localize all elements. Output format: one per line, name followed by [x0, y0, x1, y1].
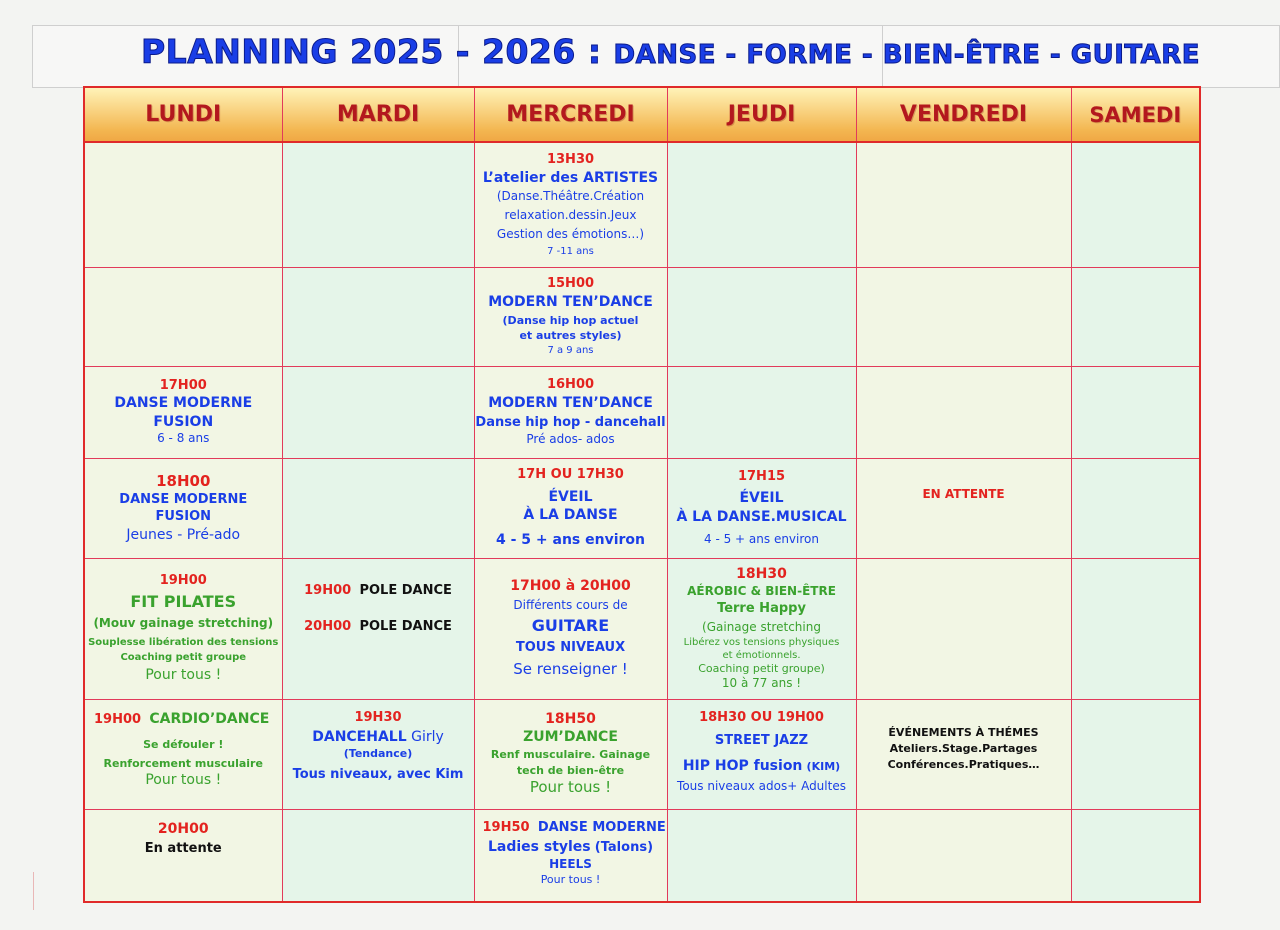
class-time: 18H30 OU 19H00	[699, 709, 824, 725]
class-age: Pré ados- ados	[526, 431, 615, 446]
class-desc-extra: (Talons)	[594, 840, 654, 856]
class-time: 17H00	[159, 377, 207, 393]
table-row	[84, 558, 1200, 699]
class-title: DANSE MODERNE	[537, 819, 666, 835]
class-desc: (Danse.Théâtre.Création	[496, 189, 645, 203]
cell-empty	[856, 558, 1071, 699]
class-time: 13H30	[546, 151, 595, 167]
cell-empty	[1071, 267, 1200, 366]
class-title: HIP HOP fusion	[682, 758, 803, 775]
class-footer: Pour tous !	[529, 778, 612, 797]
class-footer: Tous niveaux, avec Kim	[292, 766, 464, 782]
class-title: FUSION	[153, 413, 214, 430]
class-desc: (Gainage stretching	[702, 620, 821, 635]
class-cell-modern-tendance-2	[474, 366, 667, 458]
class-title: L’atelier des ARTISTES	[482, 169, 659, 186]
class-title: ÉVEIL	[548, 489, 593, 506]
class-age: 4 - 5 + ans environ	[704, 531, 819, 546]
cell-empty	[667, 267, 856, 366]
class-time: 19H00	[94, 711, 142, 727]
cell-empty	[282, 267, 474, 366]
class-footer: Pour tous !	[145, 667, 222, 684]
class-cell-fit-pilates	[84, 558, 282, 699]
class-title: À LA DANSE.MUSICAL	[676, 508, 847, 525]
cell-empty	[856, 142, 1071, 267]
class-age: 7 -11 ans	[547, 245, 594, 257]
class-title: GUITARE	[531, 615, 610, 635]
class-title: FUSION	[155, 508, 212, 524]
class-age: 4 - 5 + ans environ	[495, 531, 646, 548]
class-subtitle: Terre Happy	[717, 601, 806, 617]
day-header-lundi: LUNDI	[84, 87, 282, 142]
cell-empty	[1071, 142, 1200, 267]
class-subtitle: (Tendance)	[343, 746, 413, 760]
class-cell-eveil-musical	[667, 458, 856, 558]
class-time: 16H00	[546, 376, 595, 392]
class-cell-en-attente	[84, 809, 282, 902]
class-title: AÉROBIC & BIEN-ÊTRE	[687, 583, 836, 598]
class-title: CARDIO’DANCE	[149, 710, 270, 727]
class-title: MODERN TEN’DANCE	[488, 294, 653, 310]
cell-empty	[84, 142, 282, 267]
class-footer: Pour tous !	[540, 872, 601, 886]
title-sub: DANSE - FORME - BIEN-ÊTRE - GUITARE	[613, 40, 1200, 70]
table-row	[84, 142, 1200, 267]
status-cell-en-attente	[856, 458, 1071, 558]
table-row	[84, 458, 1200, 558]
status-text: EN ATTENTE	[922, 486, 1005, 501]
class-time: 17H00 à 20H00	[510, 578, 631, 595]
class-cell-zum-dance	[474, 699, 667, 809]
class-desc: HEELS	[549, 857, 592, 872]
class-desc: Ladies styles	[487, 839, 591, 856]
class-time: 19H30	[354, 709, 402, 725]
class-line	[475, 820, 667, 837]
class-title: ZUM’DANCE	[523, 728, 618, 745]
class-cell-cardio-dance	[84, 699, 282, 809]
class-cell-modern-tendance-1	[474, 267, 667, 366]
margin-line	[33, 872, 34, 910]
class-desc: Libérez vos tensions physiques	[683, 636, 840, 648]
cell-empty	[856, 267, 1071, 366]
cell-empty	[1071, 558, 1200, 699]
cell-empty	[667, 809, 856, 902]
day-header-samedi: SAMEDI	[1071, 87, 1200, 142]
page-title	[141, 32, 1201, 78]
schedule-table	[83, 86, 1201, 903]
events-desc: Ateliers.Stage.Partages	[889, 741, 1038, 755]
events-desc: Conférences.Pratiques…	[887, 758, 1040, 772]
class-cell-ladies-styles	[474, 809, 667, 902]
class-desc: Danse hip hop - dancehall	[475, 414, 666, 430]
class-cell-danse-moderne-fusion-1	[84, 366, 282, 458]
class-time: 20H00	[157, 820, 209, 837]
class-title-extra: Girly	[411, 729, 444, 746]
class-cell-pole-dance	[282, 558, 474, 699]
class-footer: Pour tous !	[145, 771, 222, 788]
class-desc: (Mouv gainage stretching)	[93, 616, 274, 631]
class-desc: Se défouler !	[143, 738, 224, 752]
class-time: 15H00	[546, 276, 595, 292]
class-desc: Différents cours de	[513, 598, 628, 613]
class-desc: Renf musculaire. Gainage	[490, 747, 651, 761]
class-line	[668, 757, 856, 776]
table-row	[84, 366, 1200, 458]
events-title: ÉVÉNEMENTS À THÉMES	[888, 725, 1039, 739]
class-time: 20H00	[304, 619, 352, 635]
class-line	[283, 583, 474, 600]
class-title-extra: (KIM)	[806, 760, 841, 774]
cell-empty	[282, 458, 474, 558]
day-header-mardi: MARDI	[282, 87, 474, 142]
class-cell-atelier-artistes	[474, 142, 667, 267]
class-time: 17H OU 17H30	[517, 467, 624, 483]
class-line	[283, 728, 474, 746]
class-cell-guitare	[474, 558, 667, 699]
class-age: Jeunes - Pré-ado	[126, 526, 241, 543]
class-desc: Souplesse libération des tensions	[88, 637, 279, 649]
class-title: À LA DANSE	[523, 507, 618, 524]
cell-empty	[856, 366, 1071, 458]
cell-empty	[1071, 699, 1200, 809]
class-title: DANSE MODERNE	[114, 395, 253, 412]
class-time: 18H00	[156, 472, 211, 491]
class-age: 10 à 77 ans !	[721, 675, 802, 690]
day-header-jeudi: JEUDI	[667, 87, 856, 142]
class-footer: Se renseigner !	[513, 660, 628, 679]
cell-empty	[282, 142, 474, 267]
class-desc: tech de bien-être	[516, 764, 625, 778]
class-desc: (Danse hip hop actuel et autres styles)	[502, 314, 639, 343]
class-line	[85, 710, 282, 729]
title-main: PLANNING 2025 - 2026 :	[141, 32, 614, 71]
cell-empty	[856, 809, 1071, 902]
class-desc: relaxation.dessin.Jeux	[504, 208, 637, 223]
class-title: MODERN TEN’DANCE	[488, 394, 653, 411]
class-line	[475, 838, 667, 857]
class-cell-danse-moderne-fusion-2	[84, 458, 282, 558]
cell-empty	[1071, 366, 1200, 458]
class-line	[283, 619, 474, 636]
class-desc: Coaching petit groupe)	[698, 661, 825, 675]
events-cell	[856, 699, 1071, 809]
cell-empty	[282, 809, 474, 902]
cell-empty	[282, 366, 474, 458]
class-footer: Tous niveaux ados+ Adultes	[677, 779, 846, 794]
cell-empty	[1071, 809, 1200, 902]
class-title: DANCEHALL	[312, 729, 407, 746]
cell-empty	[1071, 458, 1200, 558]
day-header-mercredi: MERCREDI	[474, 87, 667, 142]
class-time: 19H00	[304, 582, 352, 598]
class-time: 18H30	[736, 566, 787, 583]
class-time: 19H00	[159, 572, 207, 588]
class-title: POLE DANCE	[359, 582, 452, 598]
class-title: ÉVEIL	[739, 490, 784, 507]
cell-empty	[84, 267, 282, 366]
cell-empty	[667, 366, 856, 458]
class-time: 19H50	[482, 819, 530, 835]
class-desc: Renforcement musculaire	[103, 756, 263, 770]
class-cell-dancehall	[282, 699, 474, 809]
status-text: En attente	[144, 840, 222, 856]
class-cell-aerobic	[667, 558, 856, 699]
class-title: POLE DANCE	[359, 619, 452, 635]
table-row	[84, 809, 1200, 902]
class-title: STREET JAZZ	[714, 733, 809, 749]
class-age: 7 a 9 ans	[547, 344, 594, 356]
class-time: 17H15	[737, 468, 786, 484]
day-header-vendredi: VENDREDI	[856, 87, 1071, 142]
day-header-row	[84, 87, 1200, 142]
class-level: TOUS NIVEAUX	[515, 639, 626, 655]
class-title: FIT PILATES	[130, 591, 237, 611]
class-desc: Coaching petit groupe	[120, 652, 247, 664]
class-desc: et émotionnels.	[722, 649, 801, 661]
cell-empty	[667, 142, 856, 267]
class-cell-eveil-danse	[474, 458, 667, 558]
class-cell-street-jazz	[667, 699, 856, 809]
class-desc: Gestion des émotions…)	[496, 227, 645, 242]
class-age: 6 - 8 ans	[157, 430, 210, 445]
table-row	[84, 699, 1200, 809]
class-time: 18H50	[545, 710, 596, 727]
table-row	[84, 267, 1200, 366]
class-title: DANSE MODERNE	[119, 491, 248, 507]
